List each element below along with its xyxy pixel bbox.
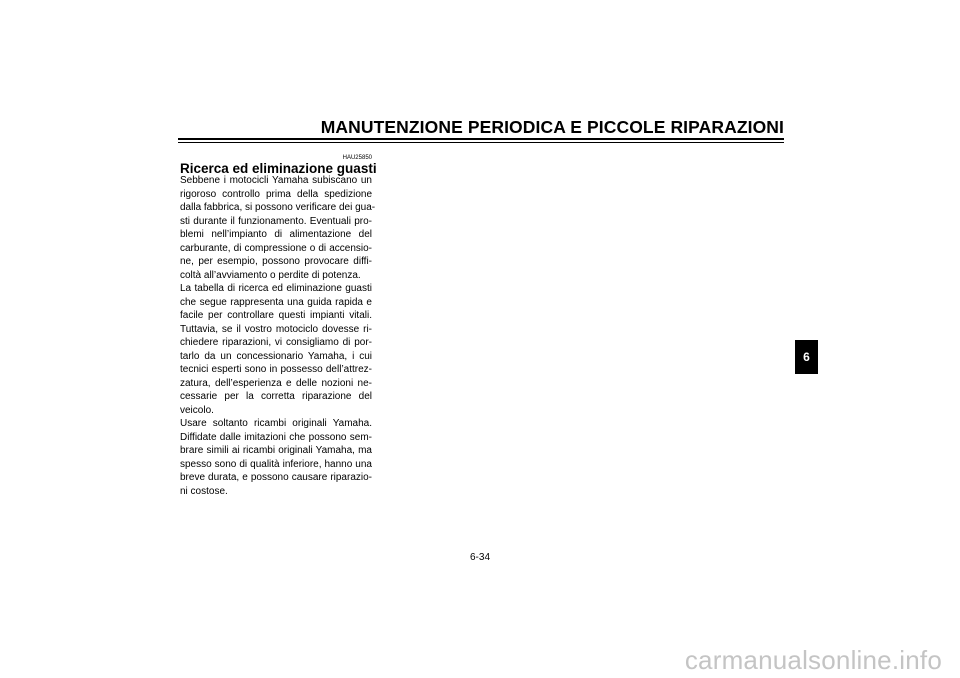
body-line: La tabella di ricerca ed eliminazione guasti [180, 283, 372, 294]
body-line: che segue rappresenta una guida rapida e [180, 296, 372, 308]
body-line: cessarie per la corretta riparazione del [180, 391, 372, 402]
section-body-text [180, 174, 376, 498]
watermark: carmanualsonline.info [684, 645, 942, 675]
body-line: blemi nell’impianto di alimentazione del [180, 229, 372, 240]
header-rule-thick [178, 138, 784, 140]
body-line: Tuttavia, se il vostro motociclo dovesse ri- [180, 323, 372, 335]
chapter-tab [795, 340, 818, 374]
body-line: tecnici esperti sono in possesso dell’attrez- [180, 364, 372, 375]
body-line: Diffidate dalle imitazioni che possono sem- [180, 431, 372, 443]
body-line: brare simili ai ricambi originali Yamaha, ma [180, 445, 372, 456]
body-line: Sebbene i motocicli Yamaha subiscano un [180, 175, 372, 186]
body-line: breve durata, e possono causare riparazio- [180, 472, 372, 483]
body-line: ne, per esempio, possono provocare diffi- [180, 256, 372, 267]
page-number: 6-34 [470, 552, 491, 563]
body-line: Usare soltanto ricambi originali Yamaha. [180, 418, 372, 429]
body-line: rigoroso controllo prima della spedizione [180, 188, 372, 200]
header-rule-thin [178, 142, 784, 143]
body-line: facile per controllare questi impianti vitali. [180, 310, 372, 321]
chapter-tab-number: 6 [803, 350, 810, 364]
section-reference-code: HAU25850 [342, 155, 372, 161]
body-line: veicolo. [180, 404, 214, 416]
body-line: carburante, di compressione o di accensio- [180, 242, 372, 254]
body-line: ni costose. [180, 485, 228, 497]
body-line: coltà all’avviamento o perdite di potenza. [180, 269, 361, 281]
body-line: spesso sono di qualità inferiore, hanno una [180, 458, 372, 470]
body-line: zatura, dell’esperienza e delle nozioni ne- [180, 377, 372, 389]
body-line: chiedere riparazioni, vi consigliamo di por- [180, 337, 372, 348]
page-header-title: MANUTENZIONE PERIODICA E PICCOLE RIPARAZIONI [320, 117, 784, 137]
body-line: tarlo da un concessionario Yamaha, i cui [180, 350, 372, 362]
section-heading: Ricerca ed eliminazione guasti [180, 161, 377, 176]
body-line: dalla fabbrica, si possono verificare dei gua- [180, 202, 376, 213]
body-line: sti durante il funzionamento. Eventuali pro- [180, 215, 372, 227]
